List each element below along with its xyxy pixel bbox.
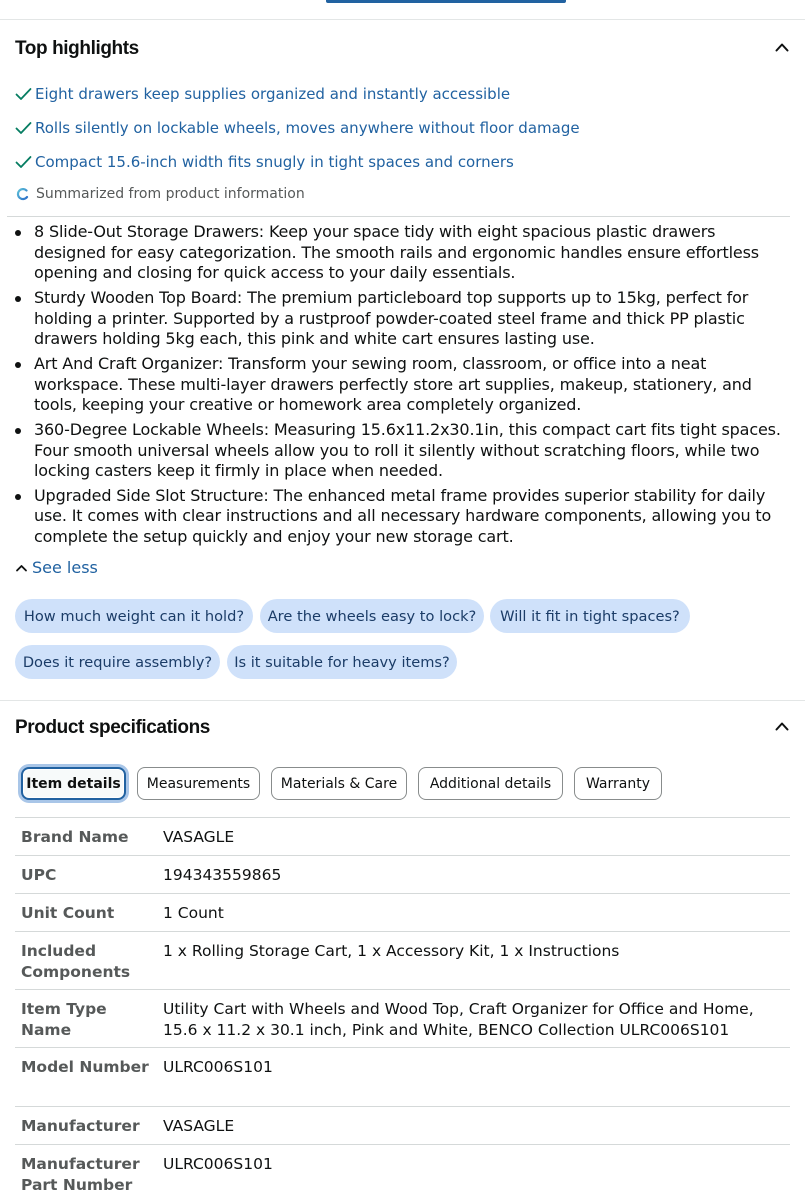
highlight-text: Eight drawers keep supplies organized and instantly accessible: [35, 85, 511, 103]
tab-additional-details[interactable]: Additional details: [418, 767, 563, 800]
feature-bullet: 8 Slide-Out Storage Drawers: Keep your space tidy with eight spacious plastic drawers designed for easy categorization. The smooth rails and ergonomic handles ensure effortless opening and closing for quick access to your daily essentials.: [34, 222, 786, 284]
question-chip[interactable]: Will it fit in tight spaces?: [490, 599, 690, 633]
spec-key: Brand Name: [21, 828, 129, 846]
spec-value: 1 x Rolling Storage Cart, 1 x Accessory Kit, 1 x Instructions: [163, 942, 620, 960]
highlight-item: [15, 117, 580, 139]
summary-note: [16, 186, 305, 202]
spec-value: VASAGLE: [163, 1117, 235, 1135]
spec-key: UPC: [21, 866, 57, 884]
spec-value: VASAGLE: [163, 828, 235, 846]
collapse-top-highlights-icon[interactable]: [775, 42, 787, 54]
spec-key: Included Components: [21, 942, 131, 981]
specifications-table: [15, 817, 790, 1200]
feature-bullet: Sturdy Wooden Top Board: The premium particleboard top supports up to 15kg, perfect for holding a printer. Supported by a rustproof powder-coated steel frame and thick PP plastic drawers holding 5kg each, this pink and white cart ensures lasting use.: [34, 288, 786, 350]
summary-note-text: Summarized from product information: [36, 186, 305, 202]
highlight-text: Rolls silently on lockable wheels, moves anywhere without floor damage: [35, 119, 580, 137]
product-specifications-title: Product specifications: [15, 717, 210, 738]
active-tab-indicator: [326, 0, 566, 3]
feature-bullet: Art And Craft Organizer: Transform your sewing room, classroom, or office into a neat workspace. These multi-layer drawers perfectly store art supplies, makeup, stationery, and tools, keeping your creative or homework area completely organized.: [34, 354, 786, 416]
section-divider: [0, 700, 805, 701]
spec-key: Manufacturer: [21, 1117, 140, 1135]
checkmark-icon: [15, 87, 32, 101]
spec-value: Utility Cart with Wheels and Wood Top, Craft Organizer for Office and Home, 15.6 x 11.2 x 30.1 inch, Pink and White, BENCO Collection ULRC006S101: [163, 1000, 754, 1039]
see-less-link[interactable]: [15, 558, 98, 577]
spec-value: ULRC006S101: [163, 1058, 273, 1076]
spec-row: [15, 989, 790, 1047]
divider: [7, 216, 790, 217]
ai-sparkle-icon: [16, 188, 29, 201]
highlight-item: [15, 151, 514, 173]
tab-warranty[interactable]: Warranty: [574, 767, 662, 800]
spec-row: [15, 1047, 790, 1106]
spec-row: [15, 893, 790, 931]
spec-row: [15, 1106, 790, 1144]
spec-row: [15, 855, 790, 893]
checkmark-icon: [15, 121, 32, 135]
tab-item-details[interactable]: Item details: [21, 767, 126, 800]
top-tab-strip: [0, 0, 805, 20]
tab-materials-care[interactable]: Materials & Care: [271, 767, 407, 800]
feature-bullet: Upgraded Side Slot Structure: The enhanced metal frame provides superior stability for daily use. It comes with clear instructions and all necessary hardware components, allowing you to complete the setup quickly and enjoy your new storage cart.: [34, 486, 786, 548]
spec-row: [15, 931, 790, 989]
question-chip[interactable]: Does it require assembly?: [15, 645, 220, 679]
question-chip[interactable]: Is it suitable for heavy items?: [227, 645, 457, 679]
spec-key: Item Type Name: [21, 1000, 107, 1039]
highlight-text: Compact 15.6-inch width fits snugly in tight spaces and corners: [35, 153, 514, 171]
question-chip[interactable]: How much weight can it hold?: [15, 599, 253, 633]
tab-measurements[interactable]: Measurements: [137, 767, 260, 800]
question-chip[interactable]: Are the wheels easy to lock?: [260, 599, 484, 633]
collapse-specifications-icon[interactable]: [775, 721, 787, 733]
spec-key: Unit Count: [21, 904, 115, 922]
feature-bullets: [34, 222, 786, 552]
highlight-item: [15, 83, 510, 105]
chevron-up-icon: [15, 563, 28, 573]
spec-value: 1 Count: [163, 904, 224, 922]
spec-key: Model Number: [21, 1058, 149, 1076]
spec-value: ULRC006S101: [163, 1155, 273, 1173]
see-less-label: See less: [32, 558, 98, 577]
spec-row: [15, 1144, 790, 1200]
spec-value: 194343559865: [163, 866, 282, 884]
spec-key: Manufacturer Part Number: [21, 1155, 140, 1194]
spec-row: [15, 817, 790, 855]
feature-bullet: 360-Degree Lockable Wheels: Measuring 15.6x11.2x30.1in, this compact cart fits tight spaces. Four smooth universal wheels allow you to roll it silently without scratching floors, while two locking casters keep it firmly in place when needed.: [34, 420, 786, 482]
top-highlights-title: Top highlights: [15, 38, 139, 59]
checkmark-icon: [15, 155, 32, 169]
